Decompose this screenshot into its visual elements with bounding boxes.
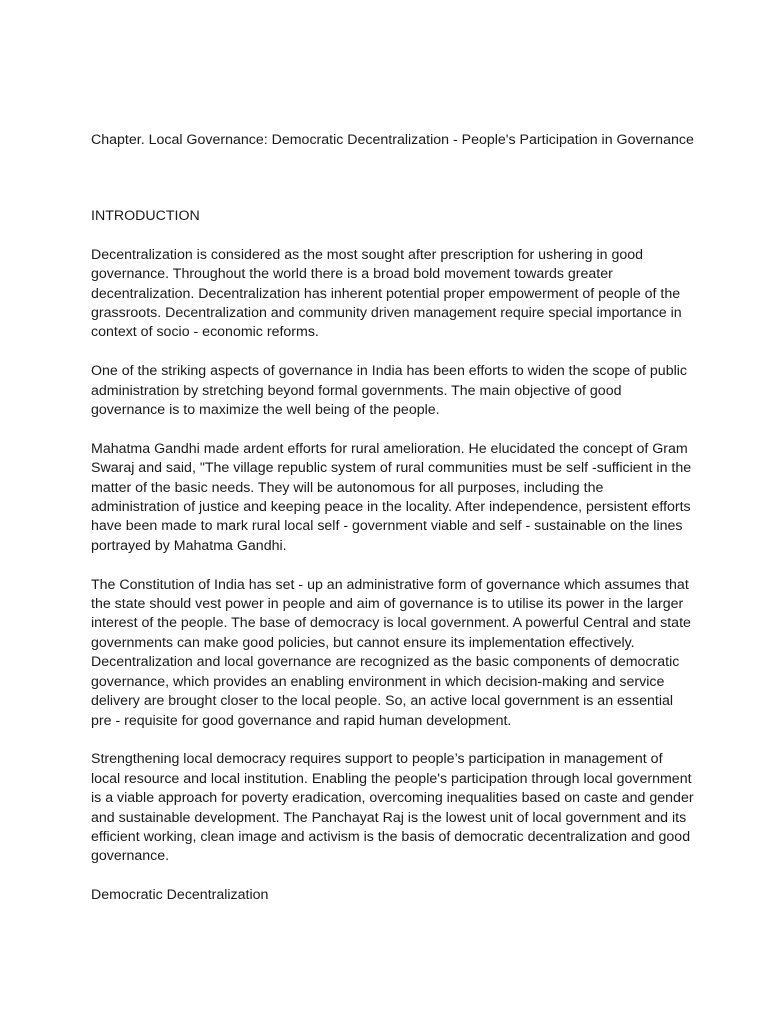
paragraph-line: Decentralization is considered as the most sought after prescription for ushering in good (91, 246, 644, 263)
paragraph-line: administration by stretching beyond formal governments. The main objective of good (91, 382, 622, 399)
paragraph-line: The Constitution of India has set - up an administrative form of governance which assumes that (91, 576, 689, 593)
paragraph (91, 750, 694, 866)
paragraph-line: pre - requisite for good governance and rapid human development. (91, 712, 512, 729)
paragraph-line: Mahatma Gandhi made ardent efforts for rural amelioration. He elucidated the concept of Gram (91, 440, 688, 457)
paragraph-line: have been made to mark rural local self - government viable and self - sustainable on the lines (91, 518, 683, 535)
paragraph-line: governance. Throughout the world there is a broad bold movement towards greater (91, 266, 613, 283)
paragraph-line: delivery are brought closer to the local people. So, an active local government is an essential (91, 693, 674, 710)
paragraph-line: Strengthening local democracy requires support to people’s participation in management of (91, 751, 663, 768)
paragraph-line: is a viable approach for poverty eradication, overcoming inequalities based on caste and gender (91, 790, 694, 807)
paragraph-line: governance, which provides an enabling environment in which decision-making and service (91, 673, 665, 690)
paragraph-line: context of socio - economic reforms. (91, 324, 319, 341)
paragraph-line: efficient working, clean image and activism is the basis of democratic decentralization and good (91, 828, 691, 845)
section-heading: Democratic Decentralization (91, 887, 269, 904)
paragraph-line: Swaraj and said, "The village republic system of rural communities must be self -sufficient in the (91, 460, 692, 477)
paragraph-line: portrayed by Mahatma Gandhi. (91, 537, 287, 554)
document-body (91, 207, 694, 925)
paragraph-line: administration of justice and keeping peace in the locality. After independence, persistent efforts (91, 499, 691, 516)
paragraph-line: Decentralization and local governance are recognized as the basic components of democratic (91, 654, 680, 671)
paragraph-line: interest of the people. The base of democracy is local government. A powerful Central and state (91, 615, 691, 632)
paragraph-line: governance is to maximize the well being of the people. (91, 402, 440, 419)
paragraph-line: matter of the basic needs. They will be autonomous for all purposes, including the (91, 479, 604, 496)
paragraph-line: grassroots. Decentralization and community driven management require special importance in (91, 305, 682, 322)
paragraph-line: the state should vest power in people and aim of governance is to utilise its power in the larger (91, 596, 684, 613)
paragraph (91, 246, 691, 343)
paragraph (91, 440, 691, 556)
paragraph-line: and sustainable development. The Panchayat Raj is the lowest unit of local government and its (91, 809, 687, 826)
paragraph-line: governance. (91, 848, 170, 865)
paragraph-line: governments can make good policies, but cannot ensure its implementation effectively. (91, 634, 635, 651)
chapter-title: Chapter. Local Governance: Democratic Decentralization - People's Participation in Governance (91, 132, 694, 148)
paragraph-line: local resource and local institution. Enabling the people's participation through local government (91, 770, 692, 787)
paragraph-line: One of the striking aspects of governance in India has been efforts to widen the scope of public (91, 363, 687, 380)
paragraph (91, 576, 691, 731)
paragraph (91, 362, 691, 420)
paragraph-line: decentralization. Decentralization has inherent potential proper empowerment of people of the (91, 285, 681, 302)
intro-heading: INTRODUCTION (91, 208, 200, 224)
